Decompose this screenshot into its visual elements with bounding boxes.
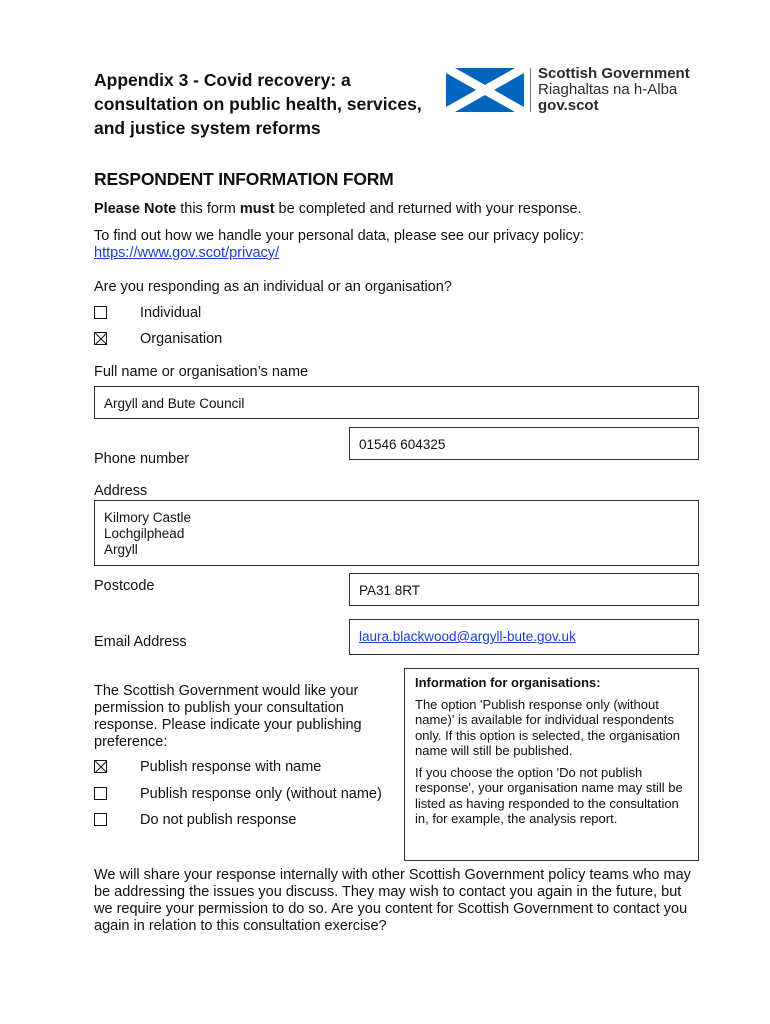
- organisation-checkbox[interactable]: [94, 332, 107, 345]
- note-suffix: be completed and returned with your response.: [274, 201, 582, 217]
- do-not-publish-checkbox[interactable]: [94, 813, 107, 826]
- please-note: [94, 201, 582, 218]
- respondent-type-question: Are you responding as an individual or an organisation?: [94, 279, 452, 295]
- phone-label: Phone number: [94, 451, 190, 467]
- note-prefix: Please Note: [94, 201, 177, 217]
- logo-divider: [530, 68, 531, 112]
- phone-value: 01546 604325: [359, 437, 446, 452]
- saltire-flag-icon: [446, 68, 524, 112]
- individual-checkbox[interactable]: [94, 306, 107, 319]
- publish-question: The Scottish Government would like your permission to publish your consultation response. Please indicate your publishing preference:: [94, 683, 362, 750]
- note-mid: this form: [176, 201, 240, 217]
- privacy-text: To find out how we handle your personal data, please see our privacy policy:: [94, 228, 585, 244]
- email-value[interactable]: laura.blackwood@argyll-bute.gov.uk: [359, 629, 576, 644]
- info-box-paragraph-1: The option 'Publish response only (without name)' is available for individual respondents only. If this option is selected, the organisation name will still be published.: [415, 696, 680, 758]
- full-name-value: Argyll and Bute Council: [104, 396, 245, 411]
- phone-field[interactable]: [349, 427, 699, 460]
- full-name-field[interactable]: [94, 386, 699, 419]
- privacy-link[interactable]: https://www.gov.scot/privacy/: [94, 245, 280, 261]
- document-title: Appendix 3 - Covid recovery: a consultation on public health, services, and justice system reforms: [94, 70, 422, 138]
- full-name-label: Full name or organisation’s name: [94, 364, 309, 380]
- publish-without-name-checkbox[interactable]: [94, 787, 107, 800]
- logo-line-english: Scottish Government: [538, 65, 690, 82]
- postcode-label: Postcode: [94, 578, 155, 594]
- address-label: Address: [94, 483, 148, 499]
- info-box-paragraph-2: If you choose the option 'Do not publish response', your organisation name may still be listed as having responded to the consultation in, for example, the analysis report.: [415, 764, 683, 826]
- postcode-value: PA31 8RT: [359, 583, 421, 598]
- logo-line-gaelic: Riaghaltas na h-Alba: [538, 81, 678, 98]
- publish-with-name-checkbox[interactable]: [94, 760, 107, 773]
- publish-without-name-label: Publish response only (without name): [140, 786, 382, 802]
- contact-consent-question: We will share your response internally with other Scottish Government policy teams who may be addressing the issues you discuss. They may wish to contact you again in the future, but we require your permission to do so. Are you content for Scottish Government to contact you again in relation to this consultation exercise?: [94, 867, 691, 934]
- email-label: Email Address: [94, 634, 187, 650]
- email-field[interactable]: [349, 619, 699, 655]
- individual-label: Individual: [140, 305, 202, 321]
- logo-line-url: gov.scot: [538, 97, 599, 114]
- logo-wordmark: [538, 66, 690, 114]
- address-line-2: Lochgilphead: [104, 526, 185, 541]
- info-box-heading: Information for organisations:: [415, 675, 601, 690]
- organisation-label: Organisation: [140, 331, 223, 347]
- do-not-publish-label: Do not publish response: [140, 812, 297, 828]
- address-field[interactable]: [94, 500, 699, 566]
- scottish-government-logo: [446, 66, 726, 116]
- postcode-field[interactable]: [349, 573, 699, 606]
- publish-with-name-label: Publish response with name: [140, 759, 322, 775]
- address-line-3: Argyll: [104, 542, 138, 557]
- form-heading: RESPONDENT INFORMATION FORM: [94, 169, 394, 189]
- organisation-info-box: [404, 668, 699, 861]
- privacy-statement: [94, 228, 654, 262]
- address-line-1: Kilmory Castle: [104, 510, 192, 525]
- note-must: must: [239, 201, 275, 217]
